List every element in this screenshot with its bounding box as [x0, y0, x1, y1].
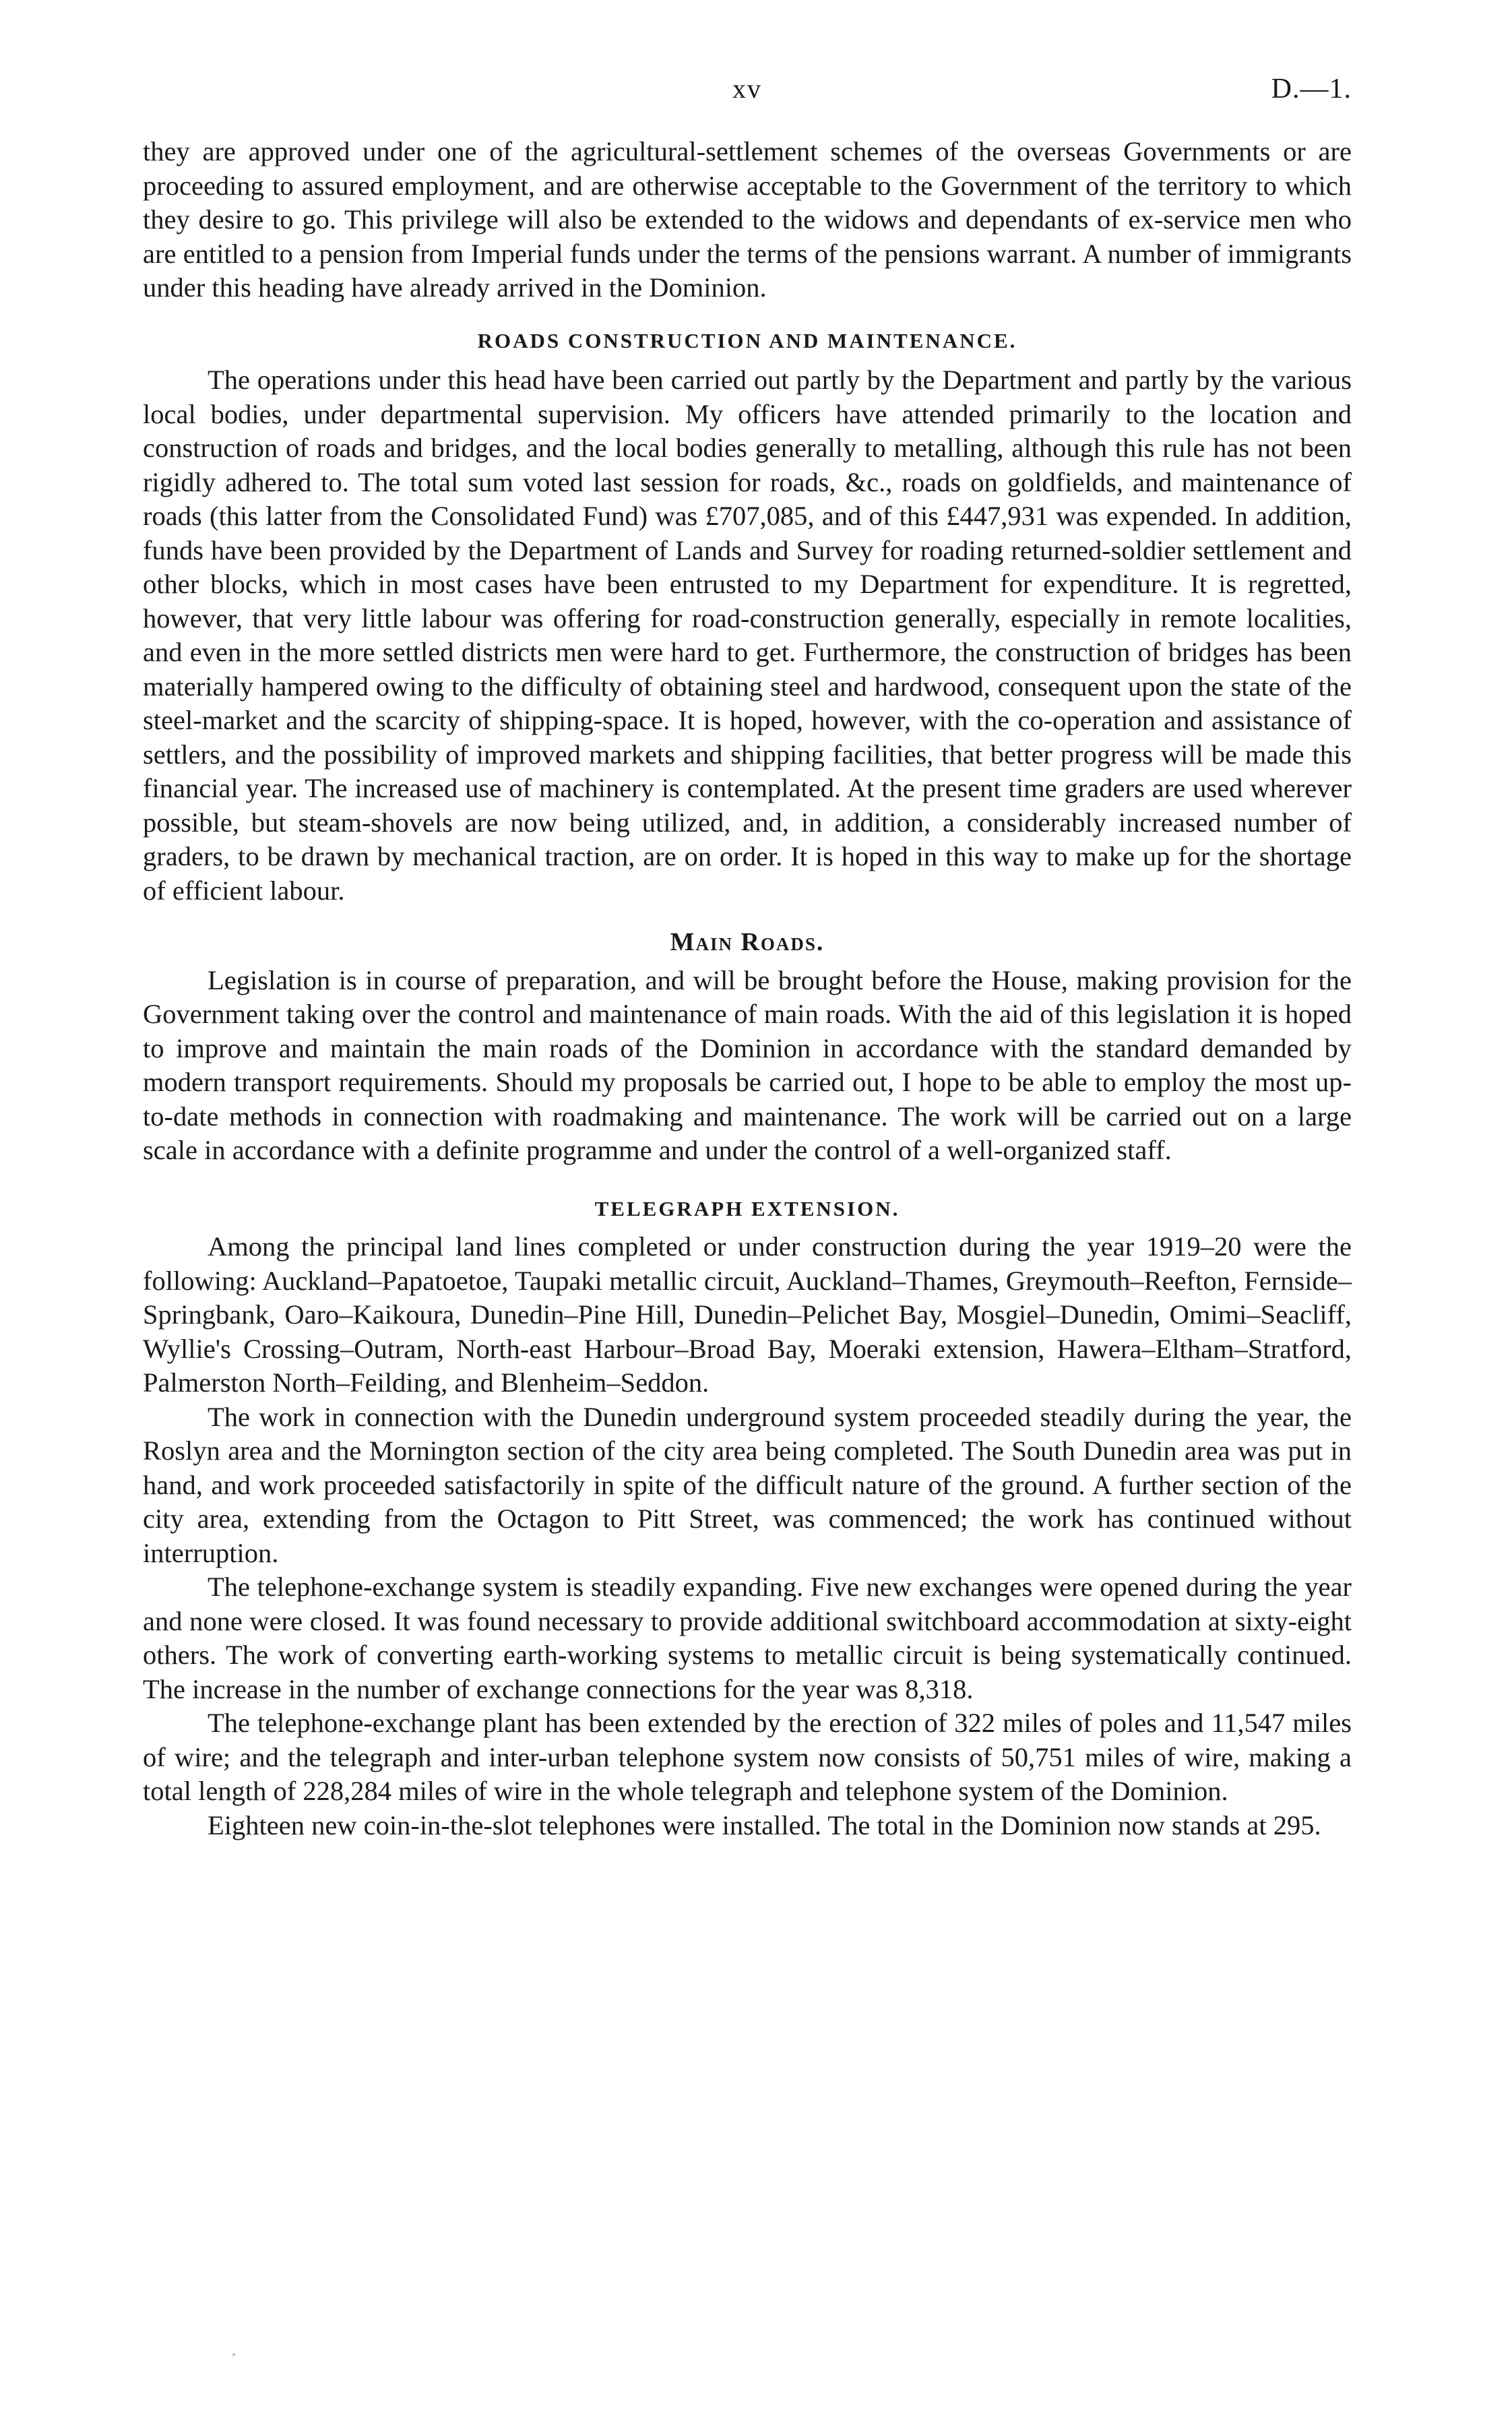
heading-main-roads: Main Roads.	[670, 928, 825, 956]
paragraph-coin-telephones: Eighteen new coin-in-the-slot telephones were installed. The total in the Dominion now stands at 295.	[208, 1809, 1321, 1840]
paragraph-land-lines: Among the principal land lines completed or under construction during the year 1919–20 were the following: Auckland–Papatoetoe, Taupaki metallic circuit, Auckland–Thames, Greymouth–Reefton, Fernside–Springbank, Oaro–Kaikoura, Dunedin–Pine Hill, Dunedin–Pelichet Bay, Mosgiel–Dunedin, Omimi–Seacliff, Wyllie's Crossing–Outram, North-east Harbour–Broad Bay, Moeraki extension, Hawera–Eltham–Stratford, Palmerston North–Feilding, and Blenheim–Seddon.	[143, 1231, 1352, 1398]
paragraph-immigration-continued: they are approved under one of the agricultural-settlement schemes of the overseas Governments or are proceeding to assured employment, and are otherwise acceptable to the Government of the territory to which they desire to go. This privilege will also be extended to the widows and dependants of ex-service men who are entitled to a pension from Imperial funds under the terms of the pensions warrant. A number of immigrants under this heading have already arrived in the Dominion.	[143, 136, 1352, 303]
paragraph-exchange-plant: The telephone-exchange plant has been extended by the erection of 322 miles of poles and 11,547 miles of wire; and the telegraph and inter-urban telephone system now consists of 50,751 miles of wire, making a total length of 228,284 miles of wire in the whole telegraph and telephone system of the Dominion.	[143, 1708, 1352, 1806]
paragraph-dunedin-underground: The work in connection with the Dunedin underground system proceeded steadily during the year, the Roslyn area and the Mornington section of the city area being completed. The South Dunedin area was put in hand, and work proceeded satisfactorily in spite of the difficult nature of the ground. A further section of the city area, extending from the Octagon to Pitt Street, was commenced; the work has continued without interruption.	[143, 1401, 1352, 1568]
heading-roads-construction: ROADS CONSTRUCTION AND MAINTENANCE.	[477, 328, 1017, 352]
paragraph-main-roads-legislation: Legislation is in course of preparation, and will be brought before the House, making provision for the Government taking over the control and maintenance of main roads. With the aid of this legislation it is hoped to improve and maintain the main roads of the Dominion in accordance with the standard demanded by modern transport requirements. Should my proposals be carried out, I hope to be able to employ the most up-to-date methods in connection with roadmaking and maintenance. The work will be carried out on a large scale in accordance with a definite programme and under the control of a well-organized staff.	[143, 964, 1352, 1165]
document-reference: D.—1.	[1271, 73, 1352, 104]
paragraph-telephone-exchange: The telephone-exchange system is steadily expanding. Five new exchanges were opened during the year and none were closed. It was found necessary to provide additional switchboard accommodation at sixty-eight others. The work of converting earth-working systems to metallic circuit is being systematically continued. The increase in the number of exchange connections for the year was 8,318.	[143, 1572, 1352, 1704]
page-header	[143, 73, 1352, 113]
document-body	[143, 135, 1352, 1842]
paragraph-roads-operations: The operations under this head have been carried out partly by the Department and partly by the various local bodies, under departmental supervision. My officers have attended primarily to the location and construction of roads and bridges, and the local bodies generally to metalling, although this rule has not been rigidly adhered to. The total sum voted last session for roads, &c., roads on goldfields, and maintenance of roads (this latter from the Consolidated Fund) was £707,085, and of this £447,931 was expended. In addition, funds have been provided by the Department of Lands and Survey for roading returned-soldier settlement and other blocks, which in most cases have been entrusted to my Department for expenditure. It is regretted, however, that very little labour was offering for road-construction generally, especially in remote localities, and even in the more settled districts men were hard to get. Furthermore, the construction of bridges has been materially hampered owing to the difficulty of obtaining steel and hardwood, consequent upon the state of the steel-market and the scarcity of shipping-space. It is hoped, however, with the co-operation and assistance of settlers, and the possibility of improved markets and shipping facilities, that better progress will be made this financial year. The increased use of machinery is contemplated. At the present time graders are used wherever possible, but steam-shovels are now being utilized, and, in addition, a considerably increased number of graders, to be drawn by mechanical traction, are on order. It is hoped in this way to make up for the shortage of efficient labour.	[143, 365, 1352, 906]
page-number: xv	[732, 73, 762, 104]
page-speck	[232, 2353, 235, 2356]
heading-telegraph-extension: TELEGRAPH EXTENSION.	[594, 1196, 900, 1220]
